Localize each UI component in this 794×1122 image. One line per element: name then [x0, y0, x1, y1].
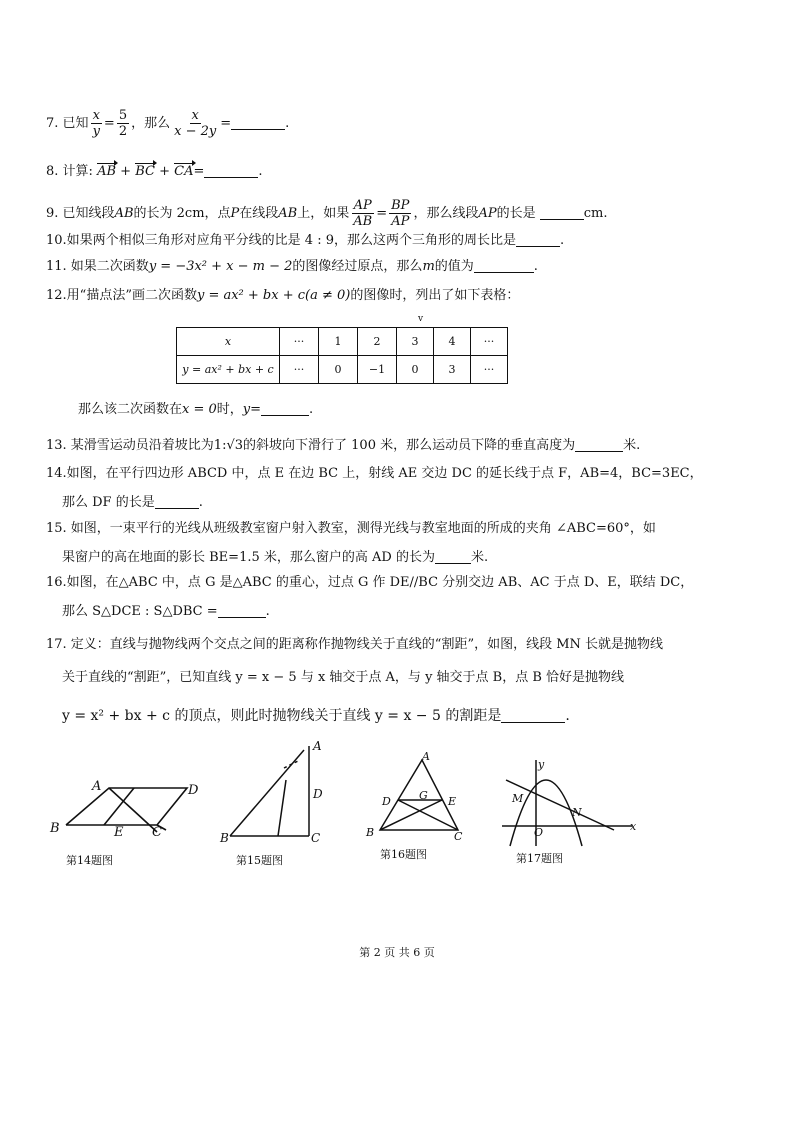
- label-o: O: [534, 826, 544, 839]
- vector-ca: CA: [174, 164, 194, 179]
- label-b: B: [220, 831, 229, 845]
- label-y: y: [538, 758, 545, 771]
- table-row: x ··· 1 2 3 4 ···: [177, 328, 508, 356]
- answer-blank-9[interactable]: [540, 205, 584, 220]
- page-footer: 第 2 页 共 6 页: [359, 946, 435, 959]
- figure-17-parabola-line: [496, 754, 642, 852]
- table-row: y = ax² + bx + c ··· 0 −1 0 3 ···: [177, 356, 508, 384]
- label-d: D: [188, 783, 199, 798]
- label-a: A: [92, 779, 102, 794]
- question-9: 9. 已知线段AB的长为 2cm，点P在线段AB上，如果 $\frac{AP}{AB}$ = $\frac{BP}{AP}$ ，那么线段AP的长是 cm.: [46, 198, 608, 229]
- figure-14-parallelogram: [44, 770, 214, 860]
- question-16: 16.如图，在△ABC 中，点 G 是△ABC 的重心，过点 G 作 DE//BC 分别交边 AB、AC 于点 D、E，联结 DC， 那么 S△DCE : S△DBC = .: [46, 575, 694, 619]
- vector-ab: AB: [97, 164, 117, 179]
- label-c: C: [152, 825, 162, 840]
- answer-blank-10[interactable]: [516, 232, 560, 247]
- answer-blank-16[interactable]: [218, 603, 266, 618]
- vector-bc: BC: [135, 164, 155, 179]
- label-a: A: [313, 739, 322, 753]
- question-7: 7. 已知 $\frac{x}{y}$ = $\frac{5}{2}$ ，那么 $\frac{x}{x - 2y}$ = .: [46, 108, 290, 139]
- fraction-bp-over-ap: $\frac{BP}{AP}$: [391, 198, 410, 229]
- answer-blank-7[interactable]: [231, 115, 285, 130]
- figure-15-caption: 第15题图: [236, 854, 283, 867]
- label-a: A: [422, 750, 430, 763]
- figure-17-caption: 第17题图: [516, 852, 563, 865]
- label-d: D: [382, 795, 391, 808]
- answer-blank-14[interactable]: [155, 494, 199, 509]
- label-c: C: [454, 830, 463, 842]
- value-table: [176, 327, 508, 384]
- question-12: 12.用“描点法”画二次函数y = ax² + bx + c(a ≠ 0)的图像时，列出了如下表格：: [46, 288, 520, 303]
- answer-blank-8[interactable]: [204, 163, 258, 178]
- figure-16-centroid-triangle: [362, 750, 472, 842]
- figure-16-caption: 第16题图: [380, 848, 427, 861]
- fraction-ap-over-ab: $\frac{AP}{AB}$: [353, 198, 373, 229]
- fraction-x-over-x-minus-2y: $\frac{x}{x - 2y}$: [174, 108, 217, 139]
- question-13: 13. 某滑雪运动员沿着坡比为1:√3的斜坡向下滑行了 100 米，那么运动员下降的垂直高度为 米.: [46, 438, 641, 453]
- figure-14-caption: 第14题图: [66, 854, 113, 867]
- label-e: E: [448, 795, 457, 808]
- label-x: x: [630, 820, 637, 833]
- label-b: B: [366, 826, 375, 839]
- figure-15-window-light: [218, 738, 328, 846]
- answer-blank-15[interactable]: [435, 549, 471, 564]
- question-12-followup: 那么该二次函数在x = 0时，y= .: [78, 402, 314, 417]
- label-d: D: [313, 787, 323, 801]
- label-m: M: [512, 792, 524, 805]
- fraction-5-over-2: $\frac{5}{2}$: [118, 108, 128, 139]
- question-11: 11. 如果二次函数y = −3x² + x − m − 2的图像经过原点，那么m的值为 .: [46, 259, 538, 274]
- answer-blank-17[interactable]: [501, 708, 565, 723]
- label-g: G: [419, 789, 428, 802]
- label-b: B: [50, 821, 60, 836]
- question-8: 8. 计算: AB + BC + CA= .: [46, 164, 263, 179]
- question-10: 10.如果两个相似三角形对应角平分线的比是 4 : 9，那么这两个三角形的周长比是 .: [46, 233, 565, 248]
- fraction-x-over-y: $\frac{x}{y}$: [92, 108, 100, 139]
- label-n: N: [572, 806, 582, 819]
- label-c: C: [311, 831, 321, 845]
- answer-blank-11[interactable]: [474, 258, 534, 273]
- question-14: 14.如图，在平行四边形 ABCD 中，点 E 在边 BC 上，射线 AE 交边 DC 的延长线于点 F，AB=4，BC=3EC， 那么 DF 的长是 .: [46, 466, 703, 510]
- question-15: 15. 如图，一束平行的光线从班级教室窗户射入教室，测得光线与教室地面的所成的夹角 ∠ABC=60°，如 果窗户的高在地面的影长 BE=1.5 米，那么窗户的高 AD 的长为 米.: [46, 521, 656, 565]
- answer-blank-13[interactable]: [575, 437, 623, 452]
- answer-blank-12[interactable]: [261, 401, 309, 416]
- table-mark: v: [418, 314, 424, 324]
- question-17: 17. 定义：直线与抛物线两个交点之间的距离称作抛物线关于直线的“割距”，如图，线段 MN 长就是抛物线 关于直线的“割距”，已知直线 y = x − 5 与 x 轴交于点 A，与 y 轴交于点 B，点 B 恰好是抛物线 y = x² + bx + c 的顶点，则此时抛物线关于直线 y = x − 5 的割距是 .: [46, 637, 664, 724]
- label-e: E: [114, 825, 124, 840]
